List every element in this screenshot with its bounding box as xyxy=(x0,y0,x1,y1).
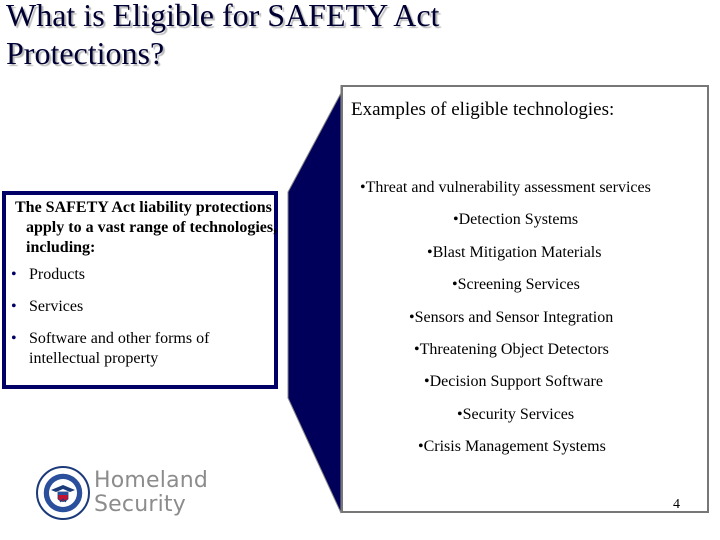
examples-panel xyxy=(341,85,709,513)
list-item-text: Threat and vulnerability assessment services xyxy=(365,179,651,196)
list-item-text: Software and other forms of intellectual property xyxy=(29,330,210,367)
list-item-text: Services xyxy=(29,298,84,315)
scope-intro: The SAFETY Act liability protections apply to a vast range of technologies, including: xyxy=(15,199,278,256)
list-item xyxy=(343,373,711,405)
logo-line-2: Security xyxy=(94,492,186,517)
bullet-icon: • xyxy=(414,340,420,358)
dhs-logo xyxy=(36,466,209,522)
examples-heading: Examples of eligible technologies: xyxy=(351,99,615,120)
logo-line-1: Homeland xyxy=(94,468,209,493)
list-item-text: Products xyxy=(29,266,85,283)
list-item xyxy=(8,329,259,369)
list-item-text: Detection Systems xyxy=(458,211,579,229)
list-item xyxy=(343,244,711,276)
bullet-icon: • xyxy=(427,243,433,261)
list-item xyxy=(343,179,711,211)
logo-wordmark xyxy=(94,469,208,517)
list-item xyxy=(343,341,711,373)
list-item xyxy=(343,309,711,341)
examples-list xyxy=(343,179,711,471)
list-item-text: Security Services xyxy=(462,405,575,423)
list-item-text: Blast Mitigation Materials xyxy=(432,243,602,261)
list-item xyxy=(343,211,711,243)
bullet-icon: • xyxy=(11,266,17,283)
list-item xyxy=(8,265,259,285)
bullet-icon: • xyxy=(453,211,459,229)
bullet-icon: • xyxy=(418,438,424,456)
bullet-icon: • xyxy=(452,276,458,294)
bullet-icon: • xyxy=(424,373,430,391)
list-item-text: Sensors and Sensor Integration xyxy=(414,308,614,326)
scope-list xyxy=(6,265,274,369)
bullet-icon: • xyxy=(360,179,366,196)
title-line-2: Protections? xyxy=(6,35,165,71)
bullet-icon: • xyxy=(11,330,17,347)
list-item xyxy=(343,276,711,308)
bullet-icon: • xyxy=(409,308,415,326)
list-item xyxy=(343,406,711,438)
bullet-icon: • xyxy=(457,405,463,423)
list-item-text: Threatening Object Detectors xyxy=(419,340,609,358)
list-item-text: Crisis Management Systems xyxy=(423,438,606,456)
bullet-icon: • xyxy=(11,298,17,315)
list-item-text: Screening Services xyxy=(457,276,580,294)
page-number: 4 xyxy=(673,497,680,512)
list-item xyxy=(8,297,259,317)
page-title xyxy=(6,0,606,72)
list-item xyxy=(343,438,711,470)
dhs-seal-icon xyxy=(36,466,90,520)
list-item-text: Decision Support Software xyxy=(429,373,603,391)
scope-panel xyxy=(2,191,278,389)
title-line-1: What is Eligible for SAFETY Act xyxy=(6,0,440,33)
